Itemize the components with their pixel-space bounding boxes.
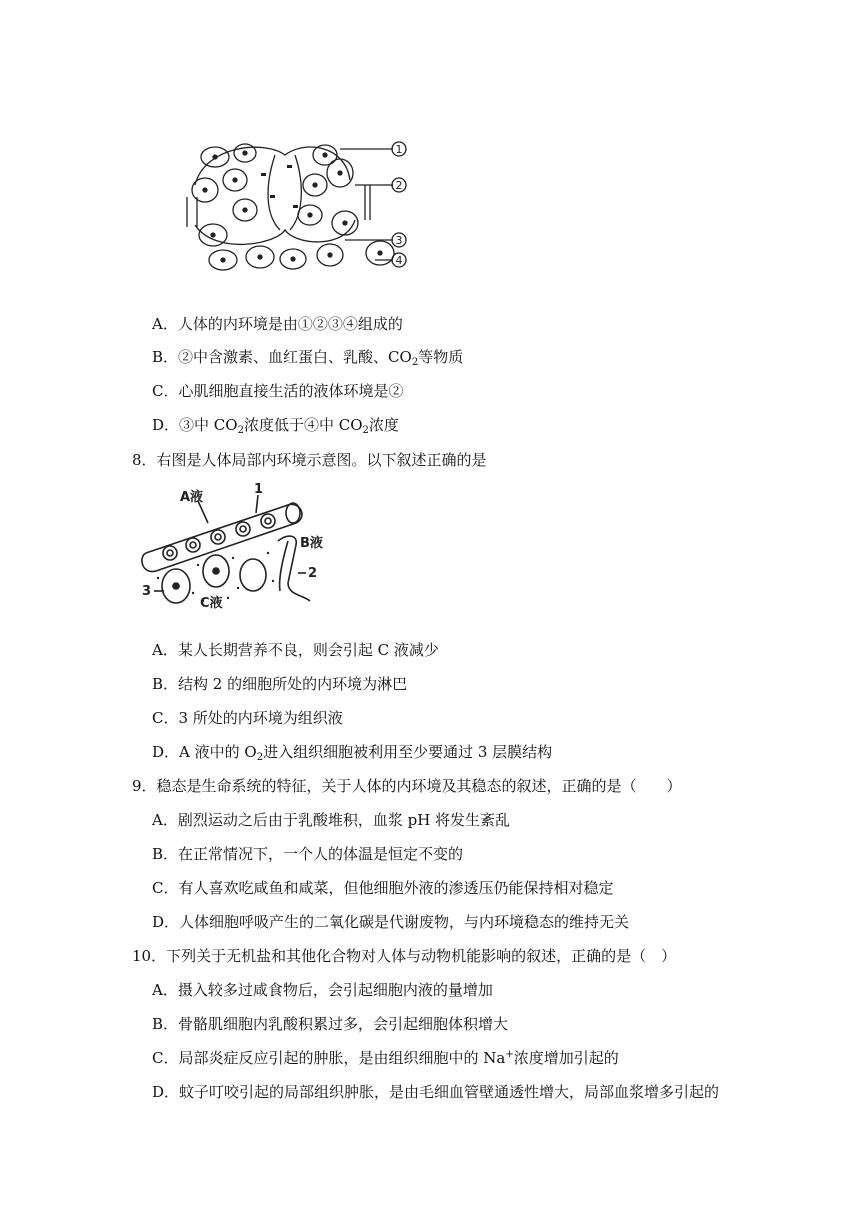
q7-option-b-text-end: 等物质: [418, 348, 464, 366]
q9-option-b: B．在正常情况下，一个人的体温是恒定不变的: [152, 845, 464, 863]
q9-stem: 9．稳态是生命系统的特征，关于人体的内环境及其稳态的叙述，正确的是（ ）: [132, 777, 682, 795]
q10-option-b: B．骨骼肌细胞内乳酸积累过多，会引起细胞体积增大: [152, 1015, 509, 1033]
q8-label-b: B液: [300, 536, 323, 551]
q9-option-d: D．人体细胞呼吸产生的二氧化碳是代谢废物，与内环境稳态的维持无关: [152, 913, 630, 931]
q8-option-d-sub: 2: [256, 752, 264, 763]
q8-option-b: B．结构 2 的细胞所处的内环境为淋巴: [152, 675, 408, 693]
q7-figure: [175, 135, 420, 275]
q8-option-d-text: D．A 液中的 O: [152, 743, 257, 761]
q7-figure-label: 4: [395, 254, 403, 267]
q7-option-d-sub2: 2: [362, 425, 369, 436]
q7-figure-label: 1: [395, 143, 403, 156]
q7-option-c: C．心肌细胞直接生活的液体环境是②: [152, 382, 404, 400]
q10-option-d: D．蚊子叮咬引起的局部组织肿胀，是由毛细血管壁通透性增大，局部血浆增多引起的: [152, 1083, 720, 1101]
q7-option-b-sub: 2: [411, 357, 419, 368]
q7-option-b-text: B．②中含激素、血红蛋白、乳酸、CO: [152, 348, 412, 366]
q9-option-a: A．剧烈运动之后由于乳酸堆积，血浆 pH 将发生紊乱: [152, 811, 511, 829]
q8-figure: [138, 483, 328, 613]
q7-figure-label: 2: [395, 179, 403, 192]
q9-option-c: C．有人喜欢吃咸鱼和咸菜，但他细胞外液的渗透压仍能保持相对稳定: [152, 879, 614, 897]
q10-option-c-sup: +: [505, 1049, 514, 1060]
q8-option-d: [152, 742, 552, 762]
q7-option-b: [152, 347, 463, 367]
q7-figure-label: 3: [395, 234, 403, 247]
q8-option-a: A．某人长期营养不良，则会引起 C 液减少: [152, 641, 439, 659]
q7-option-d-sub1: 2: [237, 425, 244, 436]
q7-option-a: A．人体的内环境是由①②③④组成的: [152, 315, 403, 333]
q8-label-3: 3: [142, 584, 152, 599]
q7-option-d-text: D．③中 CO: [152, 416, 238, 434]
q10-option-c-text: C．局部炎症反应引起的肿胀，是由组织细胞中的 Na: [152, 1049, 506, 1067]
q10-option-c-end: 浓度增加引起的: [513, 1049, 619, 1067]
q7-option-d-end: 浓度: [368, 416, 399, 434]
q7-option-d-mid: 浓度低于④中 CO: [243, 416, 363, 434]
q8-option-d-end: 进入组织细胞被利用至少要通过 3 层膜结构: [263, 743, 553, 761]
q8-label-2: 2: [308, 566, 318, 581]
q8-label-1: 1: [254, 483, 264, 497]
q10-stem: 10．下列关于无机盐和其他化合物对人体与动物机能影响的叙述，正确的是（ ）: [132, 947, 677, 965]
q7-option-d: [152, 415, 399, 435]
q8-label-c: C液: [200, 596, 223, 611]
q10-option-a: A．摄入较多过咸食物后，会引起细胞内液的量增加: [152, 981, 493, 999]
q8-stem: 8．右图是人体局部内环境示意图。以下叙述正确的是: [132, 451, 487, 469]
q10-option-c: [152, 1048, 619, 1068]
q8-option-c: C．3 所处的内环境为组织液: [152, 709, 343, 727]
q8-label-a: A液: [180, 490, 204, 505]
